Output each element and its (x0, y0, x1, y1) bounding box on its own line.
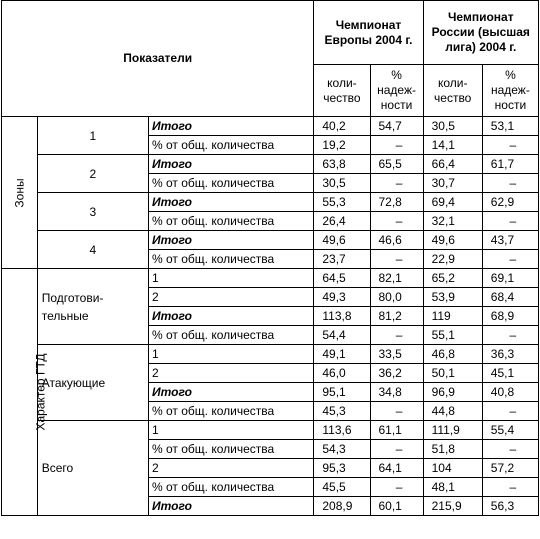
table-cell: – (370, 478, 423, 497)
table-cell: 50,1 (423, 364, 482, 383)
row-label: Итого (148, 117, 313, 136)
euro-header: Чемпионат Европы 2004 г. (314, 1, 423, 65)
row-label: Итого (148, 497, 313, 516)
row-label: 1 (148, 421, 313, 440)
table-cell: 111,9 (423, 421, 482, 440)
table-cell: – (482, 136, 538, 155)
zone-number: 2 (37, 155, 148, 193)
character-label: Характер ГТД (2, 269, 38, 516)
table-cell: 51,8 (423, 440, 482, 459)
table-cell: 64,1 (370, 459, 423, 478)
table-cell: – (482, 174, 538, 193)
table-cell: – (370, 136, 423, 155)
table-cell: – (482, 440, 538, 459)
row-label: % от общ. количества (148, 402, 313, 421)
zone-number: 3 (37, 193, 148, 231)
table-cell: 40,8 (482, 383, 538, 402)
row-label: Итого (148, 155, 313, 174)
row-label: % от общ. количества (148, 440, 313, 459)
row-label: Итого (148, 231, 313, 250)
table-cell: 30,5 (314, 174, 370, 193)
table-cell: 65,5 (370, 155, 423, 174)
table-cell: 104 (423, 459, 482, 478)
table-cell: 23,7 (314, 250, 370, 269)
table-cell: 68,4 (482, 288, 538, 307)
table-cell: – (370, 402, 423, 421)
table-cell: 113,8 (314, 307, 370, 326)
row-label: 1 (148, 269, 313, 288)
table-cell: 60,1 (370, 497, 423, 516)
row-label: Итого (148, 383, 313, 402)
table-cell: – (482, 478, 538, 497)
table-cell: 208,9 (314, 497, 370, 516)
table-cell: 49,6 (314, 231, 370, 250)
table-cell: 53,1 (482, 117, 538, 136)
table-cell: 65,2 (423, 269, 482, 288)
row-label: % от общ. количества (148, 136, 313, 155)
group-all-label: Всего (37, 421, 148, 516)
row-label: % от общ. количества (148, 212, 313, 231)
table-cell: 22,9 (423, 250, 482, 269)
row-label: 2 (148, 459, 313, 478)
table-cell: 26,4 (314, 212, 370, 231)
zone-number: 4 (37, 231, 148, 269)
table-cell: 68,9 (482, 307, 538, 326)
row-label: % от общ. количества (148, 250, 313, 269)
group-prep-label: Подготови-тельные (37, 269, 148, 345)
table-cell: 49,6 (423, 231, 482, 250)
euro-qty-header: коли-чество (314, 65, 370, 117)
table-cell: 34,8 (370, 383, 423, 402)
table-cell: 215,9 (423, 497, 482, 516)
table-cell: 61,1 (370, 421, 423, 440)
russia-header: Чемпионат России (высшая лига) 2004 г. (423, 1, 538, 65)
table-cell: – (482, 326, 538, 345)
table-cell: 46,0 (314, 364, 370, 383)
table-cell: 43,7 (482, 231, 538, 250)
row-label: 2 (148, 364, 313, 383)
group-attack-label: Атакующие (37, 345, 148, 421)
table-cell: 40,2 (314, 117, 370, 136)
table-cell: 119 (423, 307, 482, 326)
row-label: 2 (148, 288, 313, 307)
table-cell: 55,1 (423, 326, 482, 345)
table-cell: 54,7 (370, 117, 423, 136)
table-cell: 44,8 (423, 402, 482, 421)
table-cell: 53,9 (423, 288, 482, 307)
table-cell: 45,5 (314, 478, 370, 497)
table-cell: 32,1 (423, 212, 482, 231)
table-cell: 19,2 (314, 136, 370, 155)
table-cell: 113,6 (314, 421, 370, 440)
table-cell: – (370, 174, 423, 193)
table-cell: 61,7 (482, 155, 538, 174)
table-cell: 36,3 (482, 345, 538, 364)
table-cell: 55,4 (482, 421, 538, 440)
table-cell: 54,3 (314, 440, 370, 459)
table-cell: 95,1 (314, 383, 370, 402)
table-cell: 82,1 (370, 269, 423, 288)
table-cell: – (370, 212, 423, 231)
table-cell: 64,5 (314, 269, 370, 288)
row-label: Итого (148, 307, 313, 326)
table-cell: 69,4 (423, 193, 482, 212)
euro-reliability-header: % надеж-ности (370, 65, 423, 117)
table-cell: 66,4 (423, 155, 482, 174)
table-cell: 69,1 (482, 269, 538, 288)
table-cell: 57,2 (482, 459, 538, 478)
table-cell: 45,3 (314, 402, 370, 421)
table-cell: 30,5 (423, 117, 482, 136)
table-cell: – (370, 326, 423, 345)
indicators-header: Показатели (2, 1, 314, 117)
row-label: % от общ. количества (148, 478, 313, 497)
zone-number: 1 (37, 117, 148, 155)
table-cell: 72,8 (370, 193, 423, 212)
table-cell: 95,3 (314, 459, 370, 478)
table-cell: – (370, 440, 423, 459)
table-cell: 62,9 (482, 193, 538, 212)
row-label: % от общ. количества (148, 326, 313, 345)
table-cell: 30,7 (423, 174, 482, 193)
table-cell: 14,1 (423, 136, 482, 155)
table-cell: – (482, 402, 538, 421)
row-label: 1 (148, 345, 313, 364)
table-cell: 45,1 (482, 364, 538, 383)
russia-qty-header: коли-чество (423, 65, 482, 117)
row-label: % от общ. количества (148, 174, 313, 193)
table-cell: 48,1 (423, 478, 482, 497)
table-cell: – (482, 212, 538, 231)
stats-table (1, 0, 539, 516)
table-cell: 36,2 (370, 364, 423, 383)
table-cell: – (370, 250, 423, 269)
table-cell: 46,8 (423, 345, 482, 364)
table-cell: 63,8 (314, 155, 370, 174)
table-cell: 96,9 (423, 383, 482, 402)
row-label: Итого (148, 193, 313, 212)
zones-label: Зоны (2, 117, 38, 269)
table-cell: – (482, 250, 538, 269)
table-cell: 46,6 (370, 231, 423, 250)
table-cell: 56,3 (482, 497, 538, 516)
russia-reliability-header: % надеж-ности (482, 65, 538, 117)
table-cell: 49,1 (314, 345, 370, 364)
table-cell: 49,3 (314, 288, 370, 307)
table-cell: 81,2 (370, 307, 423, 326)
table-cell: 33,5 (370, 345, 423, 364)
table-cell: 80,0 (370, 288, 423, 307)
table-cell: 54,4 (314, 326, 370, 345)
table-cell: 55,3 (314, 193, 370, 212)
